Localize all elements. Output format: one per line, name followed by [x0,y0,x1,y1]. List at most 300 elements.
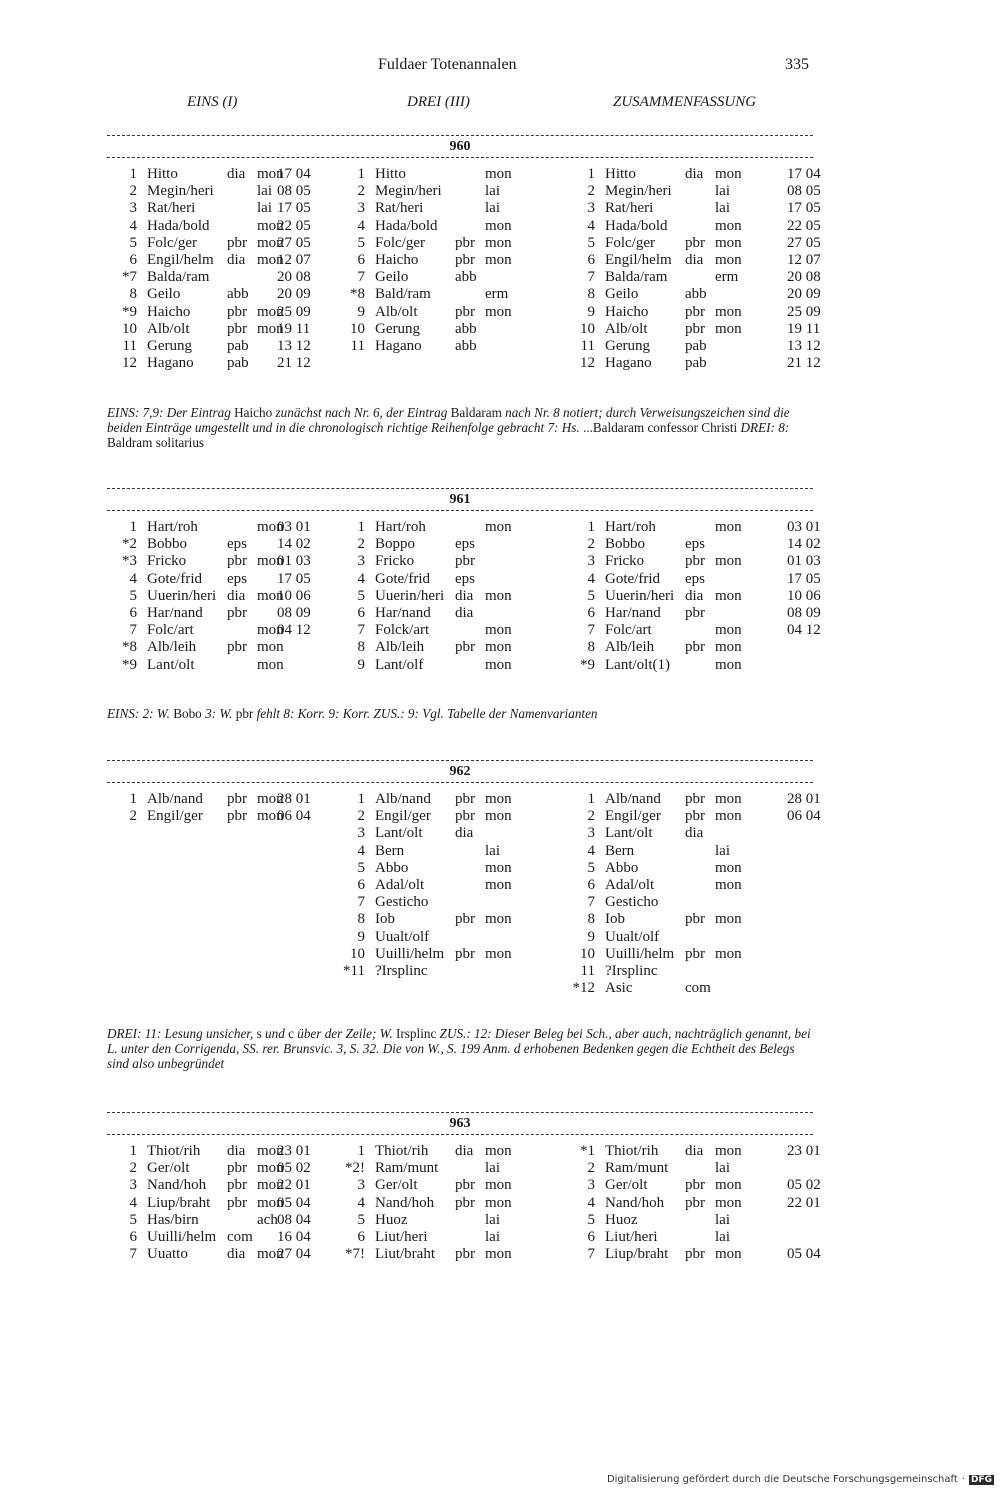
entry-rank: pbr [455,1194,475,1211]
entry-name: Thiot/rih [147,1143,201,1159]
entry-date: 22 05 [787,217,821,234]
entry-rank: pbr [227,1194,247,1211]
entry-number: 4 [587,842,595,859]
entry-rank: dia [685,251,704,268]
entry-name: Folc/ger [375,234,425,251]
entry-name: Balda/ram [147,269,210,286]
entry-number: 5 [587,587,595,604]
entry-number: 5 [357,859,365,876]
entry-rank: pbr [685,1194,705,1211]
entry-status: mon [485,911,512,928]
entry-name: Huoz [605,1211,638,1228]
entry-status: mon [485,217,512,234]
entry-date: 22 05 [277,217,311,234]
entry-name: Alb/olt [375,303,418,320]
entry-rank: dia [685,587,704,604]
entry-number: 2 [587,808,595,825]
entry-rank: eps [227,570,247,587]
entry-rank: pbr [227,791,247,807]
entry-number: 1 [587,791,595,807]
entry-name: Bern [375,842,405,859]
section-note: EINS: 7,9: Der Eintrag Haicho zunächst nach Nr. 6, der Eintrag Baldaram nach Nr. 8 notiert; durch Verweisungszeichen sind die beiden Einträge umgestellt und in die chronologisch richtige Reihenfolge gebracht 7: Hs. ...Baldaram confessor Christi DREI: 8: Baldram solitarius [107,405,790,450]
entry-rank: pbr [455,303,475,320]
entry-status: mon [715,945,742,962]
entry-date: 10 06 [277,587,311,604]
entry-number: 6 [587,876,595,893]
entry-name: Bald/ram [375,286,431,303]
entry-date: 10 06 [787,587,821,604]
entry-status: lai [257,200,272,217]
entry-date: 20 08 [277,269,311,286]
entry-name: Gote/frid [605,570,660,587]
entry-status: mon [257,587,284,604]
entry-name: Hitto [375,166,406,182]
entry-number: *9 [122,303,137,320]
entry-rank: pbr [227,639,247,656]
entry-name: Adal/olt [375,876,425,893]
entry-date: 17 04 [277,166,311,182]
entry-rank: pbr [227,1160,247,1177]
entry-name: Ram/munt [605,1160,669,1177]
entry-rank: abb [685,286,707,303]
entry-name: Asic [605,980,633,997]
entry-number: 5 [357,1211,365,1228]
entry-number: 8 [587,911,595,928]
year-heading: 961 [449,492,471,507]
entry-date: 08 04 [277,1211,311,1228]
entry-rank: pbr [455,234,475,251]
entry-number: 2 [587,1160,595,1177]
entry-number: 3 [587,200,595,217]
entry-name: Bern [605,842,635,859]
entry-status: mon [257,808,284,825]
entry-number: 5 [587,234,595,251]
entry-status: mon [485,639,512,656]
entry-rank: eps [227,536,247,553]
entry-name: Liup/braht [147,1194,211,1211]
entry-name: Boppo [375,536,416,553]
entry-date: 08 09 [277,604,311,621]
entry-rank: eps [685,536,705,553]
entry-name: Fricko [147,553,187,570]
entry-date: 05 02 [277,1160,311,1177]
entry-number: *7 [122,269,137,286]
entry-name: Alb/olt [147,320,190,337]
entry-rank: pbr [227,234,247,251]
entry-rank: dia [455,587,474,604]
dashed-divider [107,157,813,158]
entry-name: Uuilli/helm [375,945,445,962]
entry-name: Lant/olf [375,656,424,673]
year-heading: 963 [449,1116,471,1131]
entry-status: lai [715,1228,730,1245]
entry-number: 6 [129,604,137,621]
entry-rank: pbr [227,604,247,621]
entry-date: 19 11 [277,320,311,337]
entry-date: 28 01 [787,791,821,807]
entry-number: 6 [587,251,595,268]
entry-name: Engil/ger [147,808,203,825]
entry-rank: abb [455,269,477,286]
entry-status: mon [715,911,742,928]
entry-name: Lant/olt(1) [605,656,670,673]
entry-number: 3 [357,1177,365,1194]
entry-status: mon [257,1177,284,1194]
entry-number: 2 [357,183,365,200]
entry-name: Nand/hoh [605,1194,665,1211]
section-note: EINS: 2: W. Bobo 3: W. pbr fehlt 8: Korr. 9: Korr. ZUS.: 9: Vgl. Tabelle der Namenvarianten [107,706,598,721]
entry-status: mon [485,234,512,251]
entry-rank: pbr [685,320,705,337]
entry-name: Alb/nand [147,791,203,807]
entry-name: Abbo [375,859,409,876]
entry-name: Hart/roh [605,519,656,535]
section-tables [107,1143,821,1263]
entry-name: Liut/heri [375,1228,428,1245]
entry-name: Hagano [147,355,194,372]
entry-status: lai [715,183,730,200]
entry-rank: pab [227,355,249,372]
entry-name: Haicho [147,303,191,320]
entry-date: 12 07 [787,251,821,268]
entry-number: 6 [357,604,365,621]
entry-date: 14 02 [787,536,821,553]
entry-number: 9 [357,656,365,673]
entry-date: 05 04 [787,1246,821,1263]
entry-name: Rat/heri [147,200,196,217]
year-heading: 962 [449,764,471,779]
entry-number: 9 [587,928,595,945]
entry-status: mon [485,1246,512,1263]
entry-name: Haicho [375,251,419,268]
entry-status: mon [715,876,742,893]
entry-date: 12 07 [277,251,311,268]
entry-date: 27 05 [277,234,311,251]
entry-name: Uualt/olf [375,928,430,945]
entry-status: mon [257,217,284,234]
entry-name: Megin/heri [605,183,672,200]
entry-rank: pbr [455,808,475,825]
entry-name: Fricko [605,553,645,570]
entry-status: mon [257,303,284,320]
entry-number: 3 [587,825,595,842]
section-tables [107,519,821,674]
entry-rank: dia [227,166,246,182]
entry-number: *9 [580,656,595,673]
entry-rank: pbr [685,553,705,570]
entry-number: 8 [587,286,595,303]
entry-status: mon [715,320,742,337]
entry-rank: pbr [685,234,705,251]
entry-rank: eps [455,536,475,553]
entry-number: 1 [129,519,137,535]
entry-name: Alb/leih [605,639,655,656]
entry-status: mon [715,1177,742,1194]
entry-status: mon [257,639,284,656]
entry-rank: dia [227,587,246,604]
entry-name: Folc/art [147,622,194,639]
entry-date: 17 05 [277,570,311,587]
entry-status: lai [715,200,730,217]
section-960 [107,135,821,372]
entry-number: 4 [357,217,365,234]
entry-number: 2 [129,1160,137,1177]
entry-number: 4 [587,570,595,587]
entry-number: 5 [587,1211,595,1228]
entry-name: Ram/munt [375,1160,439,1177]
entry-status: mon [485,303,512,320]
entry-status: mon [257,519,284,535]
entry-date: 08 05 [277,183,311,200]
entry-number: 6 [587,1228,595,1245]
dashed-divider [107,782,813,783]
entry-name: Folc/ger [605,234,655,251]
entry-date: 06 04 [787,808,821,825]
entry-name: Adal/olt [605,876,655,893]
entry-number: 3 [587,553,595,570]
entry-name: Hart/roh [147,519,198,535]
entry-status: mon [715,1246,742,1263]
entry-number: 8 [587,639,595,656]
entry-rank: pbr [685,911,705,928]
entry-rank: pbr [227,1177,247,1194]
entry-status: lai [715,842,730,859]
entry-number: 5 [129,234,137,251]
entry-name: Engil/helm [605,251,672,268]
entry-number: 7 [129,1246,137,1263]
section-963 [107,1112,821,1263]
entry-number: 7 [357,269,365,286]
entry-rank: dia [455,1143,474,1159]
entry-number: 12 [580,355,595,372]
entry-name: Uuilli/helm [605,945,675,962]
entry-status: mon [715,166,742,182]
entry-rank: dia [227,1246,246,1263]
entry-status: mon [715,622,742,639]
entry-status: mon [257,1143,284,1159]
entry-date: 25 09 [787,303,821,320]
entry-name: Uuilli/helm [147,1228,217,1245]
entry-status: mon [257,1160,284,1177]
entry-number: 10 [350,320,365,337]
entry-date: 08 05 [787,183,821,200]
entry-date: 05 04 [277,1194,311,1211]
entry-status: mon [715,656,742,673]
entry-status: mon [485,587,512,604]
entry-name: Gesticho [375,894,429,911]
column-heading-eins: EINS (I) [187,94,238,110]
entry-date: 03 01 [787,519,821,535]
entry-date: 17 04 [787,166,821,182]
entry-number: 9 [357,928,365,945]
entry-rank: dia [455,604,474,621]
entry-status: lai [485,1211,500,1228]
dashed-divider [107,510,813,511]
entry-rank: pab [685,355,707,372]
entry-number: 11 [122,337,137,354]
entry-name: Abbo [605,859,639,876]
entry-date: 17 05 [277,200,311,217]
entry-number: *1 [580,1143,595,1159]
entry-number: 3 [357,553,365,570]
entry-number: *12 [572,980,595,997]
entry-number: 6 [357,251,365,268]
entry-number: 1 [357,519,365,535]
entry-name: Rat/heri [375,200,424,217]
entry-number: 1 [129,1143,137,1159]
entry-number: 5 [129,587,137,604]
entry-number: 7 [129,622,137,639]
entry-rank: dia [685,1143,704,1159]
entry-rank: dia [685,166,704,182]
entry-status: mon [715,251,742,268]
entry-number: 4 [129,570,137,587]
entry-name: Gote/frid [147,570,202,587]
entry-number: *11 [343,962,365,979]
entry-number: *9 [122,656,137,673]
entry-number: 9 [587,303,595,320]
entry-status: mon [485,808,512,825]
entry-name: Megin/heri [375,183,442,200]
entry-number: *3 [122,553,137,570]
entry-number: *2! [345,1160,365,1177]
entry-name: Uuerin/heri [605,587,675,604]
entry-date: 19 11 [787,320,821,337]
entry-date: 04 12 [277,622,311,639]
entry-number: 7 [357,622,365,639]
entry-name: Liut/braht [375,1246,435,1263]
entry-name: Lant/olt [147,656,195,673]
entry-date: 01 03 [787,553,821,570]
entry-number: 7 [587,622,595,639]
entry-status: lai [485,1228,500,1245]
entry-date: 06 04 [277,808,311,825]
entry-number: 3 [357,825,365,842]
entry-name: Geilo [147,286,181,303]
entry-status: mon [485,166,512,182]
entry-rank: pbr [227,320,247,337]
entry-name: Alb/nand [375,791,431,807]
entry-name: Gesticho [605,894,659,911]
entry-rank: eps [685,570,705,587]
entry-rank: abb [227,286,249,303]
entry-status: mon [257,622,284,639]
entry-status: lai [257,183,272,200]
entry-number: 4 [129,1194,137,1211]
entry-name: Gerung [147,337,192,354]
entry-name: Gote/frid [375,570,430,587]
column-heading-drei: DREI (III) [407,94,470,110]
entry-name: Alb/leih [147,639,197,656]
entry-status: mon [485,1143,512,1159]
entry-rank: pbr [685,1177,705,1194]
entry-number: 11 [580,337,595,354]
entry-status: mon [485,251,512,268]
entry-date: 23 01 [277,1143,311,1159]
entry-date: 08 09 [787,604,821,621]
entry-number: 4 [129,217,137,234]
entry-rank: com [227,1228,253,1245]
entry-name: Uuerin/heri [147,587,217,604]
entry-name: Alb/nand [605,791,661,807]
entry-status: mon [485,656,512,673]
entry-status: mon [257,791,284,807]
footer-text: Digitalisierung gefördert durch die Deutsche Forschungsgemeinschaft [606,1474,958,1485]
entry-status: mon [715,519,742,535]
entry-date: 22 01 [277,1177,311,1194]
dashed-divider [107,1134,813,1135]
entry-status: mon [715,587,742,604]
entry-number: 6 [129,1228,137,1245]
entry-number: 3 [129,200,137,217]
entry-number: 4 [587,217,595,234]
entry-name: Huoz [375,1211,408,1228]
entry-name: ?Irsplinc [375,962,428,979]
entry-rank: dia [227,1143,246,1159]
entry-number: 5 [357,587,365,604]
entry-name: Iob [605,911,625,928]
entry-number: 4 [357,570,365,587]
entry-number: *2 [122,536,137,553]
entry-name: Liut/heri [605,1228,658,1245]
entry-number: 7 [357,894,365,911]
entry-status: mon [257,1194,284,1211]
entry-name: Engil/helm [147,251,214,268]
entry-date: 20 08 [787,269,821,286]
entry-number: *8 [122,639,137,656]
entry-status: mon [715,791,742,807]
entry-rank: pbr [455,553,475,570]
entry-rank: pbr [227,808,247,825]
section-961 [107,488,821,674]
entry-rank: pbr [685,945,705,962]
entry-rank: pbr [455,1177,475,1194]
entry-name: Thiot/rih [375,1143,429,1159]
entry-rank: pab [685,337,707,354]
entry-status: erm [715,269,739,286]
entry-number: 6 [357,876,365,893]
entry-status: mon [257,656,284,673]
entry-name: Bobbo [147,536,188,553]
entry-number: 7 [587,269,595,286]
entry-number: *7! [345,1246,365,1263]
entry-name: Uuatto [147,1246,188,1263]
entry-number: 1 [357,1143,365,1159]
entry-date: 17 05 [787,200,821,217]
entry-rank: pbr [685,1246,705,1263]
entry-name: Hada/bold [147,217,210,234]
entry-status: mon [715,1194,742,1211]
entry-name: Rat/heri [605,200,654,217]
entry-number: 3 [129,1177,137,1194]
entry-number: 3 [587,1177,595,1194]
entry-number: *8 [350,286,365,303]
page-number: 335 [785,56,809,73]
entry-name: Har/nand [605,604,661,621]
entry-date: 27 05 [787,234,821,251]
entry-rank: pbr [685,303,705,320]
entry-status: lai [485,183,500,200]
entry-name: Ger/olt [605,1177,648,1194]
entry-name: ?Irsplinc [605,962,658,979]
entry-status: mon [485,622,512,639]
entry-number: 1 [129,791,137,807]
entry-date: 21 12 [277,355,311,372]
entry-number: 2 [587,183,595,200]
entry-name: Folc/art [605,622,652,639]
entry-number: 4 [357,1194,365,1211]
entry-date: 20 09 [787,286,821,303]
